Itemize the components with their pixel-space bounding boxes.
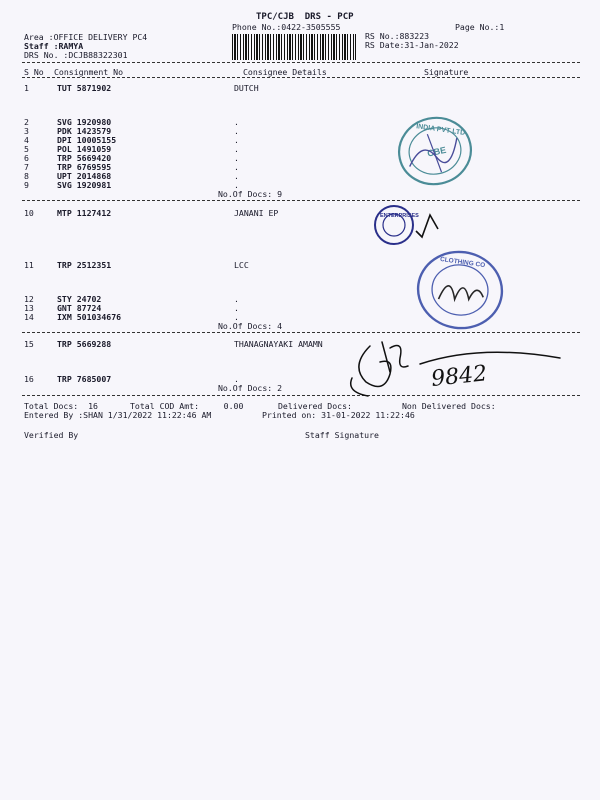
drs-title: TPC/CJB DRS - PCP (256, 12, 354, 22)
consignee-details: THANAGNAYAKI AMAMN (234, 339, 323, 349)
consignment-number: TRP 5669288 (57, 339, 112, 349)
serial-number: 8 (24, 171, 29, 181)
handwritten-signature (340, 338, 570, 402)
consignee-details: DUTCH (234, 83, 259, 93)
serial-number: 11 (24, 260, 34, 270)
consignee-details: LCC (234, 260, 249, 270)
serial-number: 5 (24, 144, 29, 154)
consignee-details: . (234, 162, 239, 172)
entered-by: Entered By :SHAN 1/31/2022 11:22:46 AM (24, 410, 212, 420)
area-field: Area :OFFICE DELIVERY PC4 (24, 32, 148, 42)
drs-number: DRS No. :DCJB88322301 (24, 50, 128, 60)
consignment-number: TRP 6769595 (57, 162, 112, 172)
consignee-details: . (234, 312, 239, 322)
svg-text:ENTERPRISES: ENTERPRISES (380, 213, 419, 219)
svg-text:CLOTHING CO: CLOTHING CO (439, 255, 486, 270)
consignment-number: MTP 1127412 (57, 208, 112, 218)
serial-number: 4 (24, 135, 29, 145)
phone-number: Phone No.:0422-3505555 (232, 22, 341, 32)
enterprises-stamp (372, 203, 442, 247)
consignee-details: JANANI EP (234, 208, 279, 218)
consignee-details: . (234, 303, 239, 313)
divider (22, 77, 580, 78)
consignment-number: UPT 2014868 (57, 171, 112, 181)
consignment-number: DPI 10005155 (57, 135, 117, 145)
consignment-number: TRP 5669420 (57, 153, 112, 163)
total-docs: Total Docs: 16 (24, 401, 98, 411)
delivered-docs: Delivered Docs: (278, 401, 352, 411)
serial-number: 9 (24, 180, 29, 190)
consignee-details: . (234, 126, 239, 136)
consignee-details: . (234, 117, 239, 127)
total-cod: Total COD Amt: 0.00 (130, 401, 244, 411)
divider (22, 62, 580, 63)
consignee-details: . (234, 153, 239, 163)
serial-number: 2 (24, 117, 29, 127)
non-delivered-docs: Non Delivered Docs: (402, 401, 496, 411)
barcode (232, 34, 356, 60)
svg-text:CBE: CBE (426, 144, 448, 159)
serial-number: 12 (24, 294, 34, 304)
consignee-details: . (234, 180, 239, 190)
rs-date: RS Date:31-Jan-2022 (365, 40, 459, 50)
serial-number: 1 (24, 83, 29, 93)
consignee-details: . (234, 171, 239, 181)
consignment-number: GNT 87724 (57, 303, 102, 313)
divider (22, 332, 580, 333)
serial-number: 14 (24, 312, 34, 322)
consignment-number: TRP 2512351 (57, 260, 112, 270)
consignment-number: TUT 5871902 (57, 83, 112, 93)
consignment-number: SVG 1920980 (57, 117, 112, 127)
clothing-stamp (412, 248, 508, 332)
company-stamp (393, 113, 477, 189)
staff-signature: Staff Signature (305, 430, 379, 440)
serial-number: 3 (24, 126, 29, 136)
printed-on: Printed on: 31-01-2022 11:22:46 (262, 410, 415, 420)
serial-number: 7 (24, 162, 29, 172)
no-of-docs: No.Of Docs: 4 (218, 321, 283, 331)
consignee-details: . (234, 135, 239, 145)
consignee-details: . (234, 294, 239, 304)
serial-number: 13 (24, 303, 34, 313)
svg-text:INDIA PVT LTD: INDIA PVT LTD (415, 123, 466, 137)
handwritten-number: 9842 (430, 361, 489, 392)
no-of-docs: No.Of Docs: 2 (218, 383, 283, 393)
consignee-details: . (234, 374, 239, 384)
divider (22, 200, 580, 201)
page-number: Page No.:1 (455, 22, 505, 32)
no-of-docs: No.Of Docs: 9 (218, 189, 283, 199)
col-header-sno: S No (24, 67, 44, 77)
serial-number: 6 (24, 153, 29, 163)
consignment-number: IXM 501034676 (57, 312, 122, 322)
consignment-number: STY 24702 (57, 294, 102, 304)
serial-number: 15 (24, 339, 34, 349)
col-header-consignee: Consignee Details (243, 67, 327, 77)
serial-number: 10 (24, 208, 34, 218)
serial-number: 16 (24, 374, 34, 384)
verified-by: Verified By (24, 430, 79, 440)
consignment-number: PDK 1423579 (57, 126, 112, 136)
staff-field: Staff :RAMYA (24, 41, 84, 51)
col-header-consignment: Consignment No (54, 67, 124, 77)
consignment-number: POL 1491059 (57, 144, 112, 154)
rs-number: RS No.:883223 (365, 31, 430, 41)
consignment-number: TRP 7685007 (57, 374, 112, 384)
col-header-signature: Signature (424, 67, 469, 77)
consignee-details: . (234, 144, 239, 154)
consignment-number: SVG 1920981 (57, 180, 112, 190)
